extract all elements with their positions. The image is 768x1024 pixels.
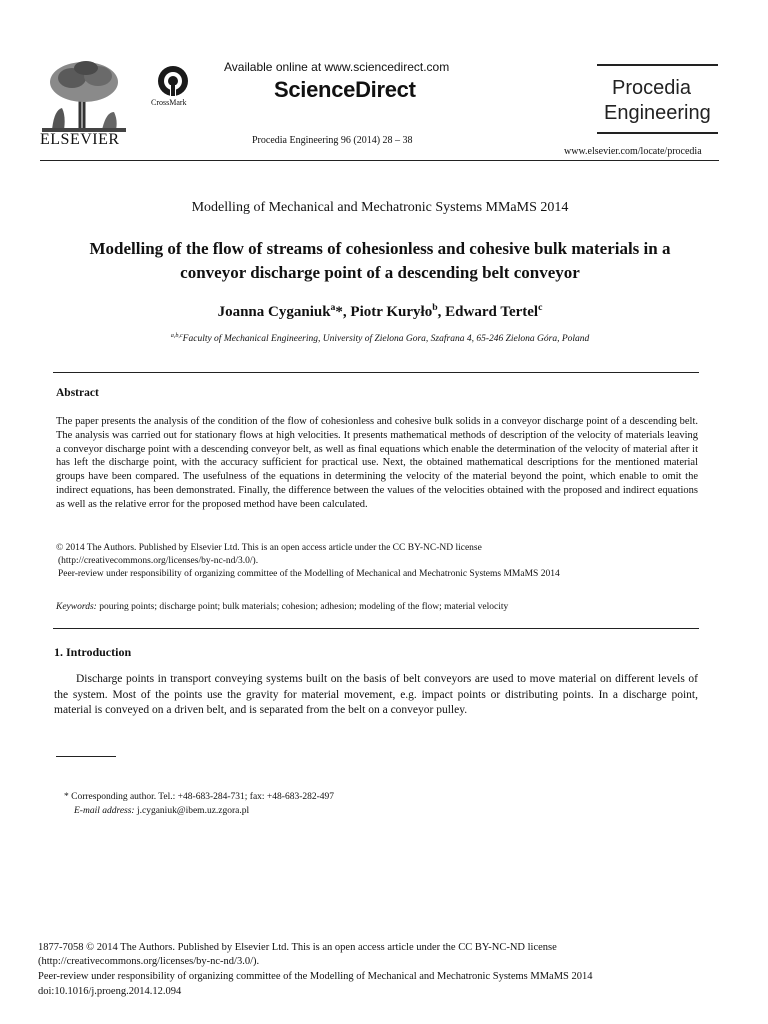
abstract-text: The paper presents the analysis of the condition of the flow of cohesionless and cohesive bulk solids in a conveyor discharge point of a descending belt. The analysis was carried out for stationary flows at high velocities. It presents mathematical methods of description of the velocity of materials leaving a conveyor discharge point with a descending conveyor belt, as well as final equations which enable the determination of the velocity of material after it has left the discharge point, with the accuracy sufficient for practical use. Next, the obtained mathematical descriptions for the mentioned material groups have been compared. The usefulness of the equations in determining the velocity of the material beyond the point, which enable to omit the indirect equations, has been demonstrated. Finally, the difference between the values of the velocities obtained with the proposed and indirect equations as well as the relative error for the proposed method have been calculated. bbox=[56, 416, 698, 510]
journal-url[interactable]: www.elsevier.com/locate/procedia bbox=[564, 146, 702, 157]
author-separator: , bbox=[342, 304, 351, 320]
footer-license-link[interactable]: (http://creativecommons.org/licenses/by-nc-nd/3.0/). bbox=[38, 956, 260, 967]
footer-peer-review: Peer-review under responsibility of organizing committee of the Modelling of Mechanical and Mechatronic Systems MMaMS 2014 bbox=[38, 971, 593, 982]
footer-issn-copyright: 1877-7058 © 2014 The Authors. Published by Elsevier Ltd. This is an open access article under the CC BY-NC-ND license bbox=[38, 942, 557, 953]
author-separator: , bbox=[437, 304, 446, 320]
abstract-heading: Abstract bbox=[56, 387, 99, 399]
journal-box-top-rule bbox=[597, 64, 718, 66]
affiliation-sup: a,b,c bbox=[170, 333, 183, 339]
abstract-top-rule bbox=[53, 372, 699, 373]
author-corresponding-mark: * bbox=[335, 304, 343, 320]
copyright-license-link[interactable]: (http://creativecommons.org/licenses/by-nc-nd/3.0/). bbox=[58, 556, 259, 566]
available-online: Available online at www.sciencedirect.com bbox=[224, 60, 450, 74]
peer-review-note: Peer-review under responsibility of organizing committee of the Modelling of Mechanical and Mechatronic Systems MMaMS 2014 bbox=[58, 569, 560, 579]
conference-name: Modelling of Mechanical and Mechatronic Systems MMaMS 2014 bbox=[191, 200, 569, 215]
email-address[interactable]: j.cyganiuk@ibem.uz.zgora.pl bbox=[136, 806, 250, 816]
paper-title-line1: Modelling of the flow of streams of cohesionless and cohesive bulk materials in a bbox=[89, 239, 671, 258]
crossmark-label: CrossMark bbox=[151, 98, 187, 107]
journal-box-bottom-rule bbox=[597, 132, 718, 134]
authors bbox=[40, 302, 720, 321]
footnote-separator bbox=[56, 756, 116, 757]
abstract-bottom-rule bbox=[53, 628, 699, 629]
affiliation-text: Faculty of Mechanical Engineering, University of Zielona Gora, Szafrana 4, 65-246 Zielona Góra, Poland bbox=[182, 334, 590, 345]
footer-doi[interactable]: doi:10.1016/j.proeng.2014.12.094 bbox=[38, 986, 182, 997]
tree-logo-icon bbox=[42, 60, 126, 132]
author-affiliation-sup: b bbox=[432, 302, 438, 313]
crossmark-icon[interactable] bbox=[157, 65, 189, 97]
copyright-line: © 2014 The Authors. Published by Elsevier Ltd. This is an open access article under the CC BY-NC-ND license bbox=[56, 543, 482, 553]
elsevier-tree-logo bbox=[42, 60, 126, 132]
publisher-name: ELSEVIER bbox=[40, 131, 120, 148]
header-rule bbox=[40, 160, 719, 161]
author-affiliation-sup: a bbox=[330, 302, 336, 313]
author-name: Joanna Cyganiuk bbox=[217, 304, 331, 320]
author-affiliation-sup: c bbox=[538, 302, 543, 313]
author-name: Edward Tertel bbox=[445, 304, 539, 320]
journal-reference: Procedia Engineering 96 (2014) 28 – 38 bbox=[252, 135, 413, 146]
journal-name-engineering: Engineering bbox=[604, 102, 711, 124]
affiliation bbox=[40, 333, 720, 344]
email-label: E-mail address: bbox=[74, 806, 135, 816]
email-footnote bbox=[74, 806, 249, 816]
keywords bbox=[56, 602, 508, 612]
section-heading-introduction: 1. Introduction bbox=[54, 645, 132, 659]
journal-name-procedia: Procedia bbox=[612, 77, 691, 99]
sciencedirect-wordmark[interactable]: ScienceDirect bbox=[274, 77, 416, 102]
paper-title-line2: conveyor discharge point of a descending belt conveyor bbox=[180, 263, 580, 282]
keywords-label: Keywords: bbox=[56, 602, 97, 612]
author-name: Piotr Kuryło bbox=[350, 304, 433, 320]
keywords-text: pouring points; discharge point; bulk materials; cohesion; adhesion; modeling of the flow; material velocity bbox=[99, 602, 509, 612]
introduction-text: Discharge points in transport conveying systems built on the basis of belt conveyors are used to move material on different levels of the system. Most of the points use the gravity for material movement, e.g. impact points or distributing points. In a discharge point, material is conveyed on a driven belt, and is separated from the belt on a conveyor pulley. bbox=[54, 673, 698, 717]
corresponding-author-footnote: * Corresponding author. Tel.: +48-683-284-731; fax: +48-683-282-497 bbox=[64, 792, 335, 802]
